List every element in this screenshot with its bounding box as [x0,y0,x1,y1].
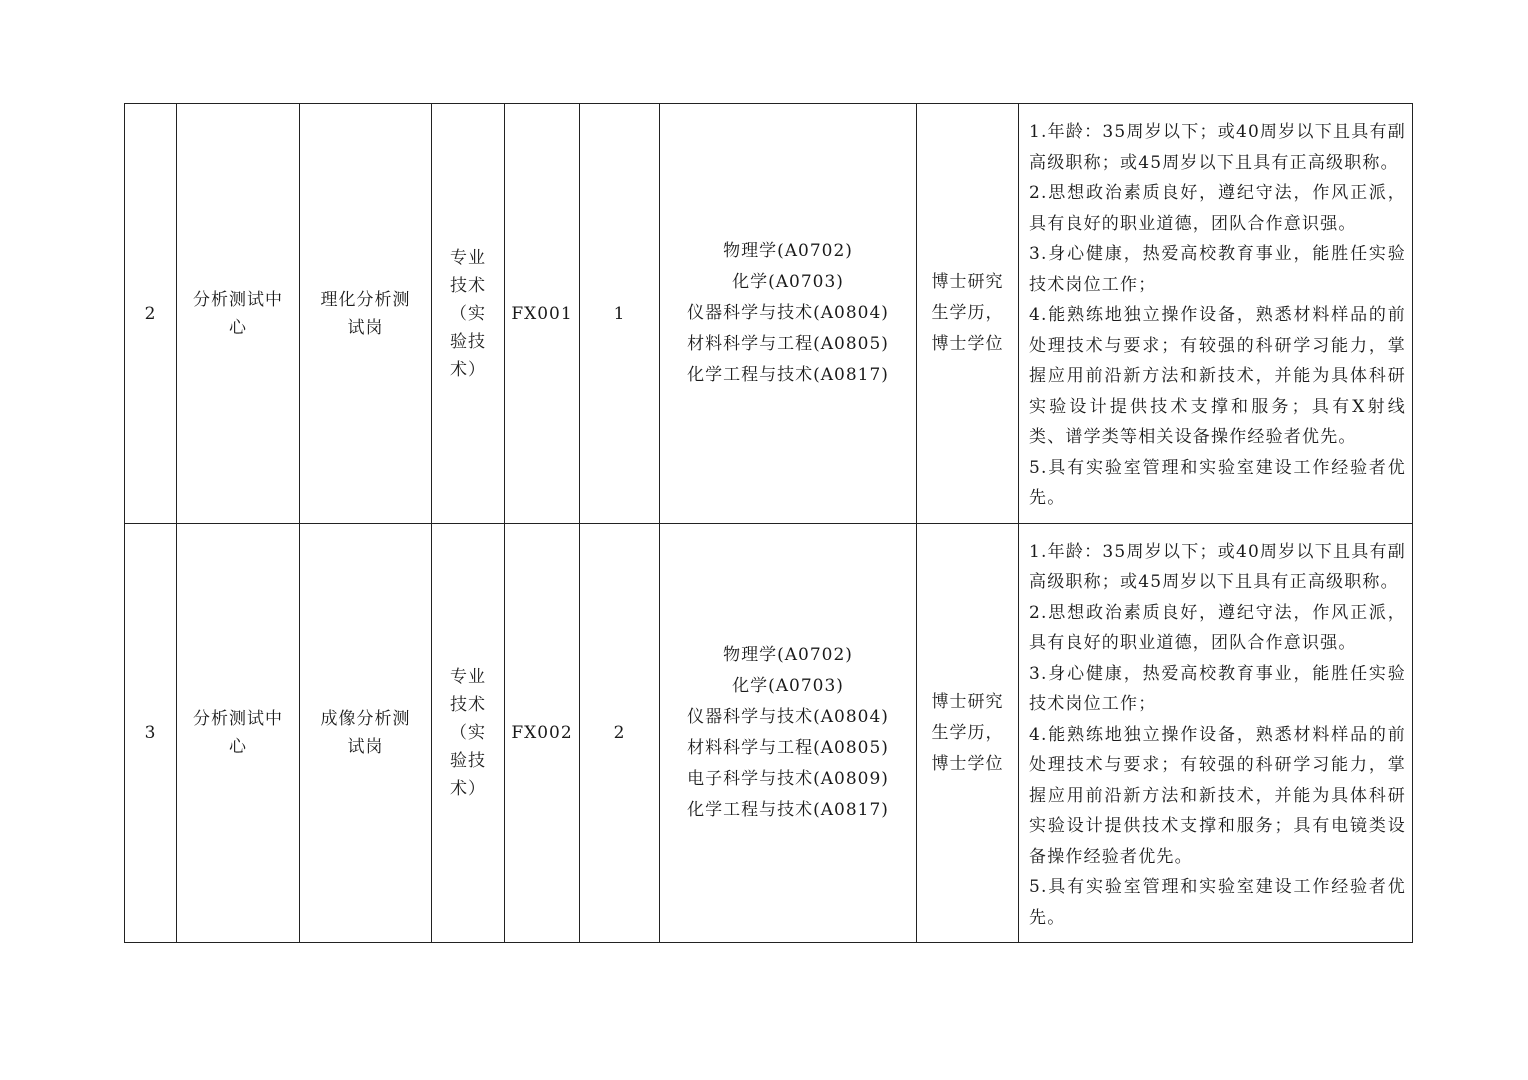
headcount: 2 [580,524,660,943]
requirement-item: 4.能熟练地独立操作设备，熟悉材料样品的前处理技术与要求；有较强的科研学习能力，掌握应用前沿新方法和新技术，并能为具体科研实验设计提供技术支撑和服务；具有X射线类、谱学类等相关设备操作经验者优先。 [1029,305,1406,448]
requirement-item: 3.身心健康，热爱高校教育事业，能胜任实验技术岗位工作； [1029,244,1406,295]
unit-cell: 分析测试中 心 [177,104,300,524]
category-cell: 专业 技术 （实 验技 术） [432,524,505,943]
post-cell: 成像分析测 试岗 [300,524,432,943]
requirement-item: 4.能熟练地独立操作设备，熟悉材料样品的前处理技术与要求；有较强的科研学习能力，掌握应用前沿新方法和新技术，并能为具体科研实验设计提供技术支撑和服务；具有电镜类设备操作经验者优先。 [1029,724,1406,867]
row-number: 3 [125,524,177,943]
recruitment-table [124,103,1413,943]
requirement-item: 3.身心健康，热爱高校教育事业，能胜任实验技术岗位工作； [1029,663,1406,715]
unit-cell: 分析测试中 心 [177,524,300,943]
requirements-cell [1019,524,1413,943]
row-number: 2 [125,104,177,524]
education-cell: 博士研究 生学历， 博士学位 [917,104,1019,524]
post-cell: 理化分析测 试岗 [300,104,432,524]
majors-cell: 物理学(A0702) 化学(A0703) 仪器科学与技术(A0804) 材料科学与工程(A0805) 化学工程与技术(A0817) [660,104,917,524]
requirements-cell [1019,104,1413,524]
requirement-item: 2.思想政治素质良好，遵纪守法，作风正派，具有良好的职业道德，团队合作意识强。 [1029,602,1406,654]
requirement-item: 2.思想政治素质良好，遵纪守法，作风正派，具有良好的职业道德，团队合作意识强。 [1029,183,1406,234]
headcount: 1 [580,104,660,524]
table-row [125,104,1413,524]
post-code: FX002 [505,524,580,943]
requirement-item: 1.年龄：35周岁以下；或40周岁以下且具有副高级职称；或45周岁以下且具有正高级职称。 [1029,541,1406,593]
post-code: FX001 [505,104,580,524]
table-row [125,524,1413,943]
category-cell: 专业 技术 （实 验技 术） [432,104,505,524]
requirement-item: 5.具有实验室管理和实验室建设工作经验者优先。 [1029,877,1406,928]
education-cell: 博士研究 生学历， 博士学位 [917,524,1019,943]
majors-cell: 物理学(A0702) 化学(A0703) 仪器科学与技术(A0804) 材料科学与工程(A0805) 电子科学与技术(A0809) 化学工程与技术(A0817) [660,524,917,943]
requirement-item: 5.具有实验室管理和实验室建设工作经验者优先。 [1029,457,1406,509]
requirement-item: 1.年龄：35周岁以下；或40周岁以下且具有副高级职称；或45周岁以下且具有正高级职称。 [1029,122,1406,173]
